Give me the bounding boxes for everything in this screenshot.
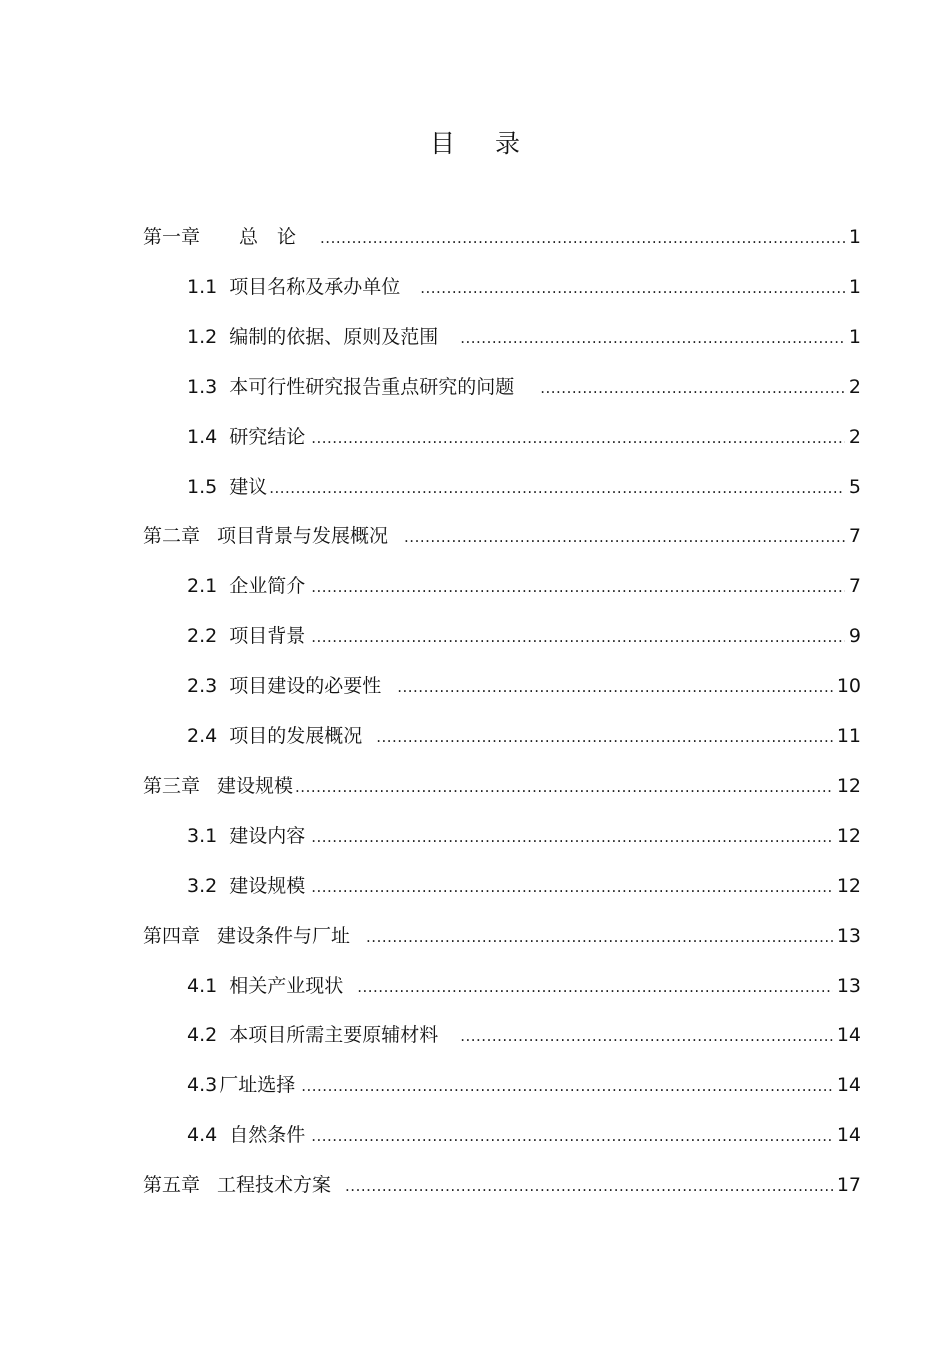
toc-page-number: 1 — [848, 325, 861, 348]
dot-leader — [460, 1021, 833, 1051]
toc-page-number: 12 — [836, 874, 861, 897]
dot-leader — [295, 772, 833, 802]
toc-entry-title: 本可行性研究报告重点研究的问题 — [229, 375, 515, 398]
toc-entry-number: 2.3 — [187, 675, 218, 698]
dot-leader — [404, 522, 845, 552]
toc-entry-title: 建设规模 — [229, 874, 306, 897]
dot-leader — [357, 972, 833, 1002]
toc-page-number: 13 — [836, 924, 861, 947]
dot-leader — [311, 822, 833, 852]
toc-entry-number: 第五章 — [143, 1174, 201, 1197]
toc-chapter-entry[interactable] — [143, 771, 861, 801]
toc-entry-title: 建设内容 — [229, 824, 306, 847]
toc-entry-title: 企业简介 — [229, 575, 306, 598]
toc-chapter-entry[interactable] — [143, 921, 861, 951]
dot-leader — [311, 423, 845, 453]
toc-page-number: 7 — [848, 575, 861, 598]
toc-page-number: 5 — [848, 475, 861, 498]
toc-entry-number: 1.1 — [187, 275, 218, 298]
toc-page-number: 12 — [836, 774, 861, 797]
toc-entry-title: 自然条件 — [229, 1124, 306, 1147]
toc-chapter-entry[interactable] — [143, 1170, 861, 1200]
toc-entry-number: 3.1 — [187, 824, 218, 847]
toc-section-entry[interactable] — [187, 422, 861, 452]
toc-section-entry[interactable] — [187, 621, 861, 651]
dot-leader — [311, 622, 845, 652]
toc-section-entry[interactable] — [187, 871, 861, 901]
toc-section-entry[interactable] — [187, 821, 861, 851]
toc-entry-title: 总 论 — [239, 226, 297, 248]
dot-leader — [301, 1071, 833, 1101]
toc-page-number: 11 — [836, 725, 861, 747]
toc-entry-number: 第四章 — [143, 924, 201, 947]
toc-page-number: 2 — [848, 375, 861, 398]
dot-leader — [540, 373, 845, 403]
toc-entry-number: 4.4 — [187, 1124, 218, 1147]
toc-section-entry[interactable] — [187, 671, 861, 701]
toc-page-number: 12 — [836, 824, 861, 847]
dot-leader — [460, 323, 845, 353]
toc-page-number: 1 — [848, 275, 861, 298]
toc-entry-number: 3.2 — [187, 874, 218, 897]
toc-entry-number: 1.3 — [187, 375, 218, 398]
toc-section-entry[interactable] — [187, 272, 861, 302]
dot-leader — [269, 473, 845, 503]
toc-chapter-entry[interactable] — [143, 222, 861, 252]
toc-entry-number: 1.2 — [187, 325, 218, 348]
dot-leader — [311, 1121, 833, 1151]
toc-entry-title: 编制的依据、原则及范围 — [229, 325, 439, 348]
dot-leader — [345, 1171, 833, 1201]
toc-entry-title: 厂址选择 — [219, 1074, 296, 1097]
toc-entry-number: 第一章 — [143, 226, 201, 248]
toc-page-number: 10 — [836, 675, 861, 698]
toc-page-number: 14 — [836, 1074, 861, 1097]
toc-page-number: 9 — [848, 625, 861, 648]
toc-entry-number: 2.1 — [187, 575, 218, 598]
toc-entry-number: 4.1 — [187, 974, 218, 997]
toc-page-number: 17 — [836, 1174, 861, 1197]
toc-entry-title: 项目建设的必要性 — [229, 675, 382, 698]
toc-page-number: 14 — [836, 1024, 861, 1047]
toc-entry-title: 工程技术方案 — [217, 1174, 332, 1197]
toc-entry-number: 4.2 — [187, 1024, 218, 1047]
toc-section-entry[interactable] — [187, 971, 861, 1001]
toc-page-number: 1 — [848, 226, 861, 248]
toc-section-entry[interactable] — [187, 721, 861, 751]
toc-page-number: 2 — [848, 425, 861, 448]
toc-entry-title: 本项目所需主要原辅材料 — [229, 1024, 439, 1047]
toc-entry-title: 相关产业现状 — [229, 974, 344, 997]
toc-section-entry[interactable] — [187, 1020, 861, 1050]
toc-section-entry[interactable] — [187, 322, 861, 352]
title-char-1: 目 — [429, 129, 455, 158]
toc-entry-number: 4.3 — [187, 1074, 218, 1097]
toc-page-number: 13 — [836, 974, 861, 997]
toc-entry-title: 项目背景 — [229, 625, 306, 648]
toc-section-entry[interactable] — [187, 472, 861, 502]
dot-leader — [397, 672, 833, 702]
dot-leader — [311, 872, 833, 902]
toc-section-entry[interactable] — [187, 1070, 861, 1100]
toc-section-entry[interactable] — [187, 571, 861, 601]
toc-entry-number: 2.2 — [187, 625, 218, 648]
toc-entry-title: 项目的发展概况 — [229, 725, 363, 747]
toc-entry-title: 项目名称及承办单位 — [229, 275, 401, 298]
toc-entry-title: 研究结论 — [229, 425, 306, 448]
toc-entry-number: 1.5 — [187, 475, 218, 498]
toc-section-entry[interactable] — [187, 372, 861, 402]
toc-entry-title: 项目背景与发展概况 — [217, 525, 389, 548]
dot-leader — [376, 722, 833, 752]
dot-leader — [311, 572, 845, 602]
toc-page-number: 14 — [836, 1124, 861, 1147]
toc-entry-number: 第二章 — [143, 525, 201, 548]
toc-page-number: 7 — [848, 525, 861, 548]
dot-leader — [320, 223, 845, 253]
dot-leader — [420, 273, 845, 303]
title-char-2: 录 — [495, 129, 521, 158]
toc-entry-title: 建议 — [229, 475, 268, 498]
toc-entry-number: 1.4 — [187, 425, 218, 448]
toc-entry-number: 第三章 — [143, 774, 201, 797]
dot-leader — [366, 922, 833, 952]
toc-entry-title: 建设规模 — [217, 774, 294, 797]
toc-section-entry[interactable] — [187, 1120, 861, 1150]
page-title — [0, 124, 950, 160]
toc-entry-title: 建设条件与厂址 — [217, 924, 351, 947]
toc-chapter-entry[interactable] — [143, 521, 861, 551]
toc-entry-number: 2.4 — [187, 725, 218, 747]
